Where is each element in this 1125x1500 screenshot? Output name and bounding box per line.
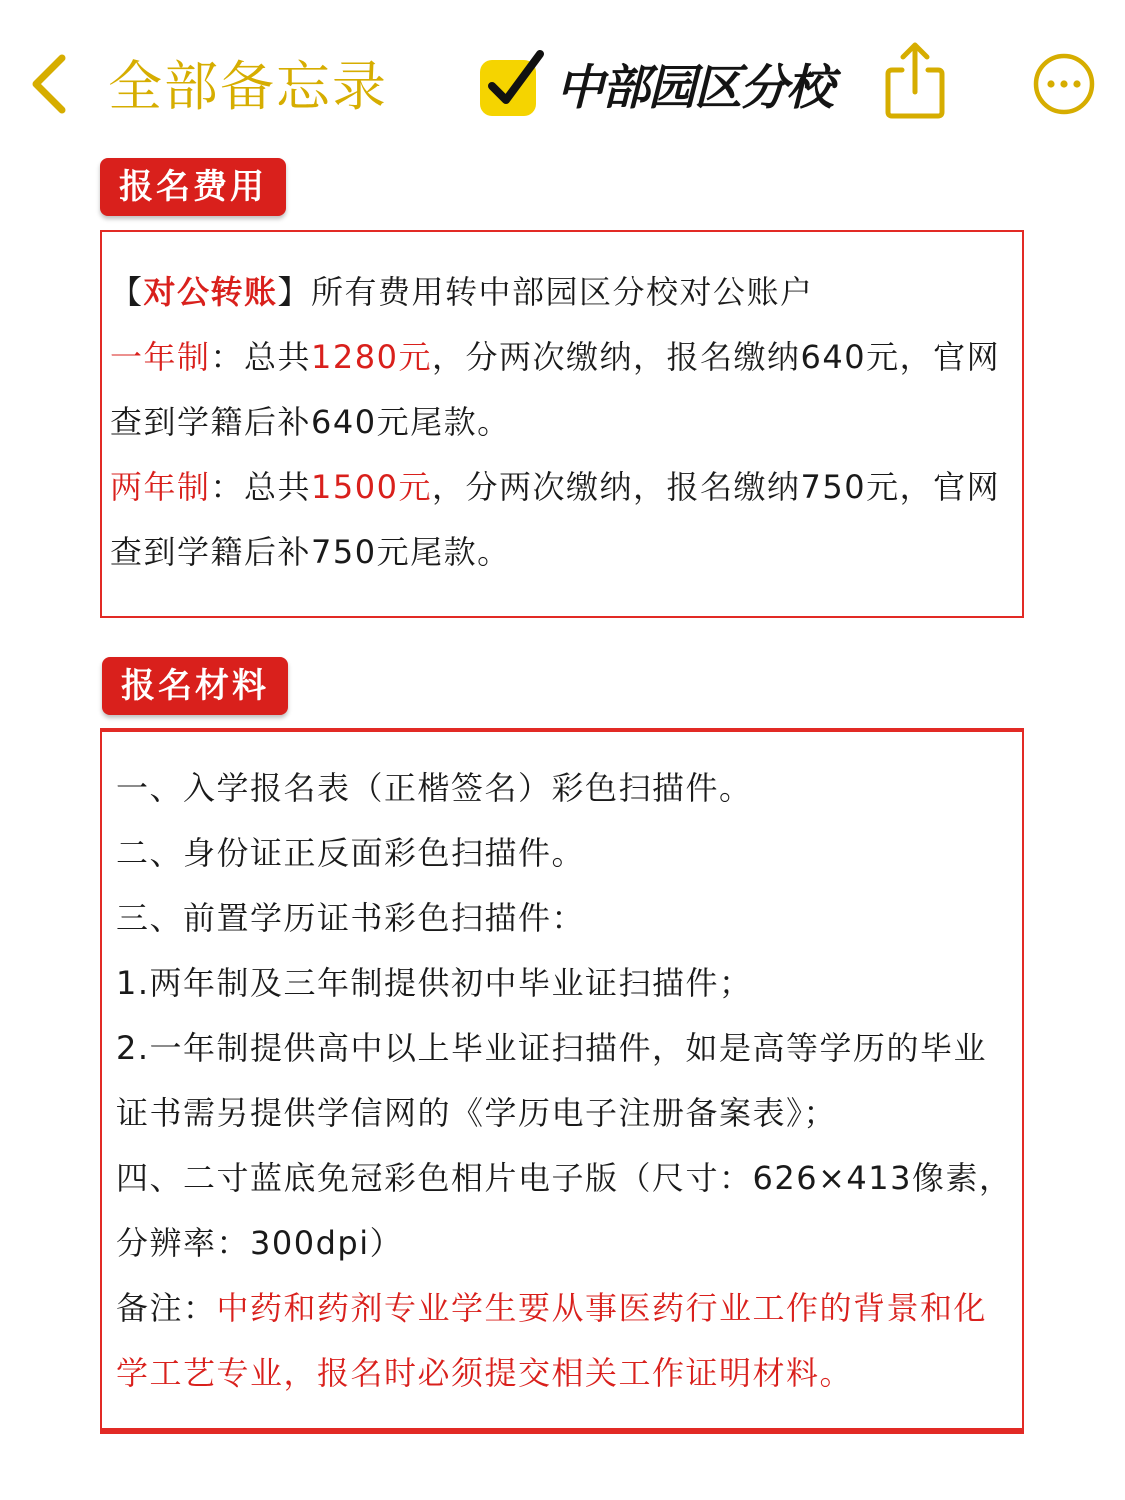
more-icon[interactable] <box>1032 52 1096 116</box>
brand-title: 中部园区分校 <box>556 60 833 116</box>
two-year-line <box>110 455 1014 520</box>
chevron-left-icon[interactable] <box>26 52 70 116</box>
one-year-line <box>110 325 1014 390</box>
list-item: 三、前置学历证书彩色扫描件： <box>116 899 586 937</box>
one-year-label: 一年制 <box>110 338 211 376</box>
two-year-colon: ：总共 <box>210 468 312 506</box>
one-year-rest: ，分两次缴纳，报名缴纳640元，官网 <box>431 338 1001 376</box>
section-tag-materials: 报名材料 <box>102 657 288 715</box>
note-text: 中药和药剂专业学生要从事医药行业工作的背景和化 <box>216 1289 988 1327</box>
list-item: 1.两年制及三年制提供初中毕业证扫描件； <box>116 964 753 1002</box>
bracket-open: 【 <box>110 273 144 311</box>
bracket-close: 】 <box>277 273 312 311</box>
two-year-rest: ，分两次缴纳，报名缴纳750元，官网 <box>431 468 1001 506</box>
transfer-text: 所有费用转中部园区分校对公账户 <box>311 273 814 311</box>
one-year-total: 1280元 <box>311 338 432 376</box>
one-year-line2: 查到学籍后补640元尾款。 <box>110 403 511 441</box>
fees-box <box>100 230 1024 618</box>
one-year-colon: ：总共 <box>210 338 312 376</box>
list-item: 证书需另提供学信网的《学历电子注册备案表》； <box>116 1094 838 1132</box>
two-year-total: 1500元 <box>311 468 432 506</box>
back-button-label[interactable]: 全部备忘录 <box>108 55 388 118</box>
section-tag-fees: 报名费用 <box>100 158 286 216</box>
note-line2: 学工艺专业，报名时必须提交相关工作证明材料。 <box>116 1354 854 1392</box>
transfer-label: 对公转账 <box>143 273 278 311</box>
note-line <box>116 1276 1010 1341</box>
two-year-label: 两年制 <box>110 468 211 506</box>
transfer-line <box>110 260 1014 325</box>
list-item: 二、身份证正反面彩色扫描件。 <box>116 834 586 872</box>
note-label: 备注： <box>116 1289 217 1327</box>
list-item: 一、入学报名表（正楷签名）彩色扫描件。 <box>116 769 753 807</box>
two-year-line2: 查到学籍后补750元尾款。 <box>110 533 511 571</box>
share-icon[interactable] <box>884 40 946 120</box>
list-item: 四、二寸蓝底免冠彩色相片电子版（尺寸：626×413像素， <box>116 1159 1013 1197</box>
list-item: 分辨率：300dpi） <box>116 1224 404 1262</box>
checkmark-icon <box>478 48 546 118</box>
top-bar <box>0 0 1125 150</box>
list-item: 2.一年制提供高中以上毕业证扫描件，如是高等学历的毕业 <box>116 1029 988 1067</box>
materials-box <box>100 728 1024 1434</box>
